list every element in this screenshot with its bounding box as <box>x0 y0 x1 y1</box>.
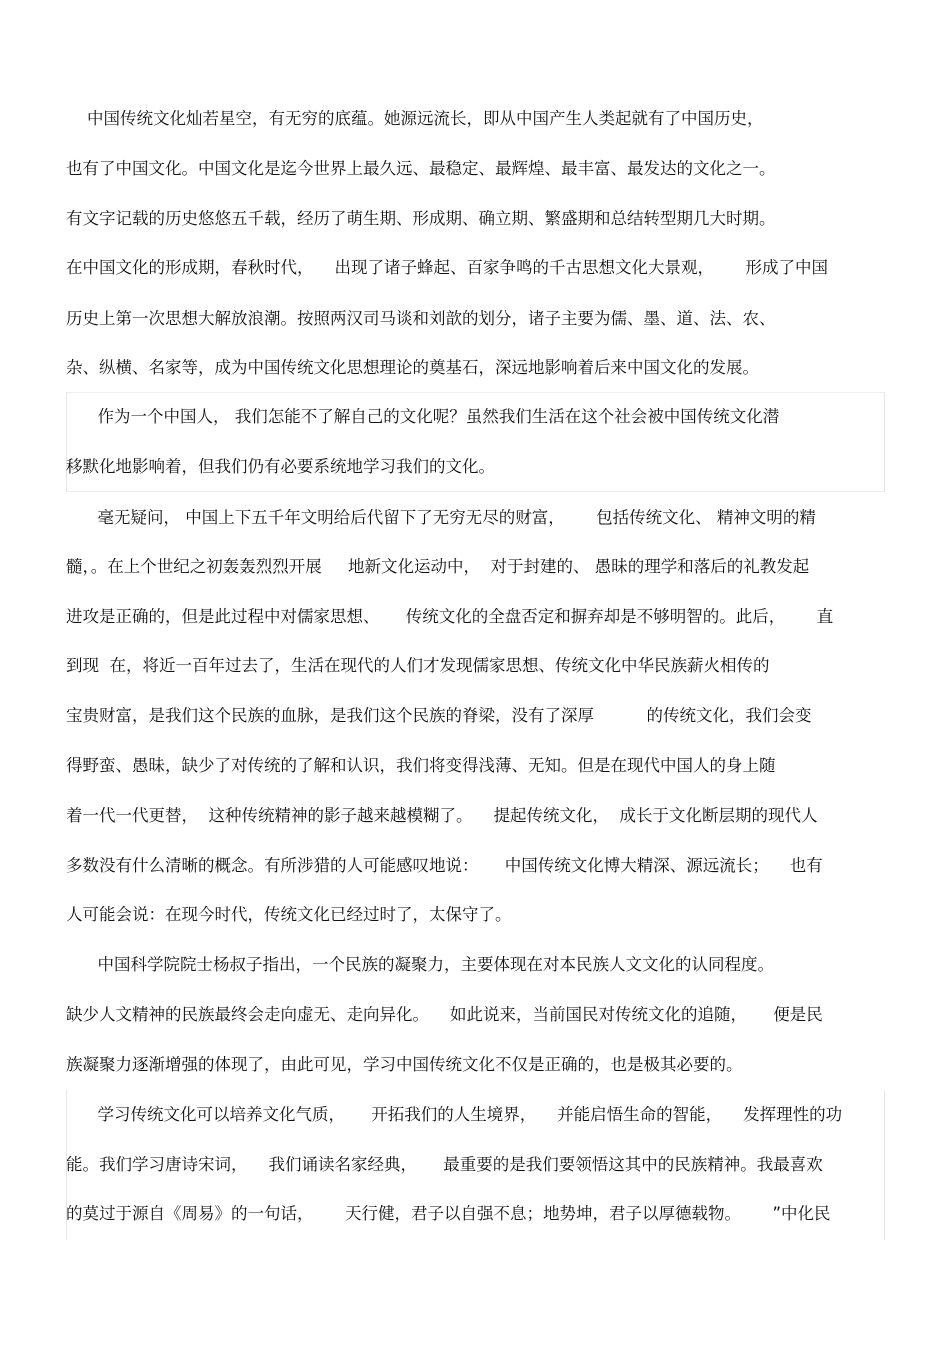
text-line: 也有了中国文化。中国文化是迄今世界上最久远、最稳定、最辉煌、最丰富、最发达的文化之一。 <box>66 159 776 178</box>
text-line: 中国传统文化灿若星空，有无穷的底蕴。她源远流长，即从中国产生人类起就有了中国历史， <box>66 109 764 128</box>
text-line: 的莫过于源自《周易》的一句话， 天行健，君子以自强不息；地势坤，君子以厚德载物。 ”中化民 <box>66 1204 831 1223</box>
text-line: 能。我们学习唐诗宋词， 我们诵读名家经典， 最重要的是我们要领悟这其中的民族精神。我最喜欢 <box>66 1155 823 1174</box>
text-line: 得野蛮、愚昧，缺少了对传统的了解和认识，我们将变得浅薄、无知。但是在现代中国人的身上随 <box>66 756 776 775</box>
text-line: 宝贵财富，是我们这个民族的血脉，是我们这个民族的脊梁，没有了深厚 的传统文化，我们会变 <box>66 706 812 725</box>
text-line: 到现 在，将近一百年过去了，生活在现代的人们才发现儒家思想、传统文化中华民族薪火相传的 <box>66 656 770 675</box>
text-line: 族凝聚力逐渐增强的体现了，由此可见，学习中国传统文化不仅是正确的，也是极其必要的。 <box>66 1055 743 1074</box>
text-line: 学习传统文化可以培养文化气质， 开拓我们的人生境界， 并能启悟生命的智能， 发挥理性的功 <box>66 1105 843 1124</box>
text-line: 髓，。在上个世纪之初轰轰烈烈开展 地新文化运动中， 对于封建的、 愚昧的理学和落后的礼教发起 <box>66 557 810 576</box>
text-line: 历史上第一次思想大解放浪潮。按照两汉司马谈和刘歆的划分，诸子主要为儒、墨、道、法、农、 <box>66 309 776 328</box>
text-line: 着一代一代更替， 这种传统精神的影子越来越模糊了。 提起传统文化， 成长于文化断层期的现代人 <box>66 806 818 825</box>
text-line: 有文字记载的历史悠悠五千载，经历了萌生期、形成期、确立期、繁盛期和总结转型期几大时期。 <box>66 209 776 228</box>
text-line: 移默化地影响着，但我们仍有必要系统地学习我们的文化。 <box>66 457 495 476</box>
text-line: 中国科学院院士杨叔子指出，一个民族的凝聚力，主要体现在对本民族人文文化的认同程度。 <box>66 955 774 974</box>
text-line: 在中国文化的形成期，春秋时代， 出现了诸子蜂起、百家争鸣的千古思想文化大景观， 形成了中国 <box>66 258 828 277</box>
text-line: 多数没有什么清晰的概念。有所涉猎的人可能感叹地说： 中国传统文化博大精深、源远流长； 也有 <box>66 856 823 875</box>
text-line: 杂、纵横、名家等，成为中国传统文化思想理论的奠基石，深远地影响着后来中国文化的发展。 <box>66 358 759 377</box>
text-line: 缺少人文精神的民族最终会走向虚无、走向异化。 如此说来，当前国民对传统文化的追随， 便是民 <box>66 1005 823 1024</box>
text-line: 进攻是正确的，但是此过程中对儒家思想、 传统文化的全盘否定和摒弃却是不够明智的。此后， 直 <box>66 607 834 626</box>
text-line: 毫无疑问， 中国上下五千年文明给后代留下了无穷无尽的财富， 包括传统文化、 精神文明的精 <box>66 508 816 527</box>
text-line: 人可能会说：在现今时代，传统文化已经过时了，太保守了。 <box>66 905 512 924</box>
text-line: 作为一个中国人， 我们怎能不了解自己的文化呢？虽然我们生活在这个社会被中国传统文化潜 <box>66 407 780 426</box>
